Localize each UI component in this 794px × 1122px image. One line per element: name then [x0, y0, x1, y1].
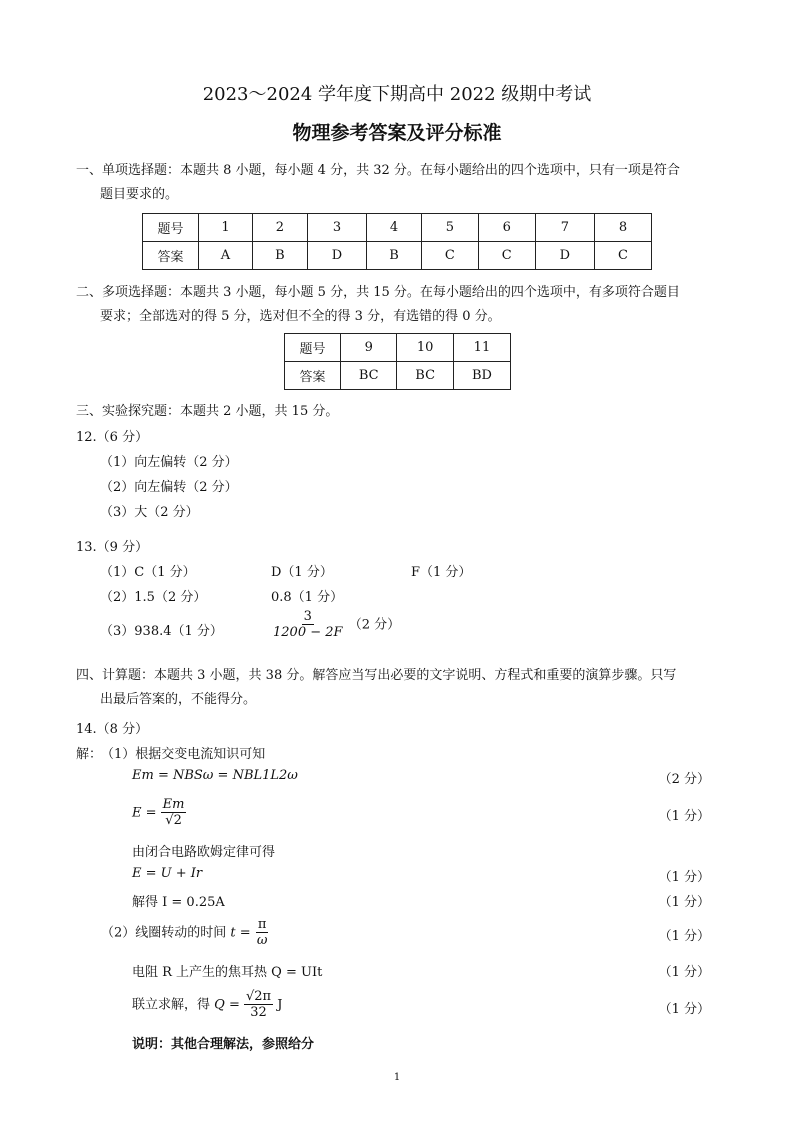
fraction-denominator: 1200 − 2F: [273, 625, 343, 640]
table-row: [285, 362, 511, 390]
section-2-line1: 二、多项选择题：本题共 3 小题，每小题 5 分，共 15 分。在每小题给出的四个选项中，有多项符合题目: [76, 285, 680, 300]
table-cell: BC: [341, 362, 397, 390]
q14-part1-intro: （1）根据交变电流知识可知: [101, 747, 266, 762]
table-cell: 3: [307, 214, 366, 242]
section-1-heading: [76, 159, 726, 207]
table-cell: 答案: [285, 362, 341, 390]
fraction-denominator: ω: [256, 933, 268, 948]
page-number: 1: [393, 1072, 401, 1083]
table-cell: 4: [367, 214, 422, 242]
equation-lhs: t =: [230, 925, 251, 941]
q12-item-3: （3）大（2 分）: [100, 505, 199, 520]
equation-lhs: E =: [132, 805, 157, 821]
q14-equation-emf-max: Em = NBSω = NBL1L2ω: [132, 768, 298, 783]
table-row: [285, 334, 511, 362]
table-cell: 9: [341, 334, 397, 362]
table-cell: B: [252, 242, 307, 270]
q13-answer-3a: （3）938.4（1 分）: [100, 624, 223, 639]
fraction-numerator: 3: [303, 609, 312, 624]
table-cell: 题号: [143, 214, 199, 242]
table-cell: BD: [453, 362, 510, 390]
table-cell: 题号: [285, 334, 341, 362]
page-subtitle: 物理参考答案及评分标准: [292, 122, 502, 144]
table-cell: 答案: [143, 242, 199, 270]
q13-answer-1a: （1）C（1 分）: [100, 565, 196, 580]
section-4-line2: 出最后答案的，不能得分。: [100, 692, 257, 707]
q13-answer-2a: （2）1.5（2 分）: [100, 590, 207, 605]
q14-joule-heat: 电阻 R 上产生的焦耳热 Q = UIt: [132, 965, 323, 980]
q12-item-1: （1）向左偏转（2 分）: [100, 455, 238, 470]
table-cell: 1: [199, 214, 253, 242]
section-2-line2: 要求；全部选对的得 5 分，选对但不全的得 3 分，有选错的得 0 分。: [100, 309, 501, 324]
fraction: [161, 797, 187, 829]
fraction: [255, 917, 270, 949]
table-cell: 10: [397, 334, 453, 362]
table-cell: B: [367, 242, 422, 270]
q13-answer-3-score: （2 分）: [348, 617, 401, 633]
table-cell: C: [421, 242, 478, 270]
fraction-numerator: √2π: [245, 989, 272, 1004]
q14-final-result: [132, 989, 282, 1021]
q14-score: （1 分）: [658, 965, 710, 980]
multi-choice-answer-table: [284, 333, 511, 390]
q12-header: 12.（6 分）: [76, 430, 149, 445]
q14-score: （1 分）: [658, 1002, 710, 1017]
section-2-heading: [76, 281, 726, 329]
unit-label: J: [277, 997, 283, 1013]
section-4-heading: [76, 664, 726, 712]
section-1-line1: 一、单项选择题：本题共 8 小题，每小题 4 分，共 32 分。在每小题给出的四个选项中，只有一项是符合: [76, 163, 680, 178]
q13-answer-2b: 0.8（1 分）: [271, 590, 344, 605]
table-cell: 5: [421, 214, 478, 242]
table-cell: 6: [478, 214, 535, 242]
equation-lhs: Q =: [214, 997, 240, 1013]
q14-score: （1 分）: [658, 870, 710, 885]
q14-final-text: 联立求解，得: [132, 997, 211, 1013]
fraction: [271, 609, 345, 641]
q14-result-current: 解得 I = 0.25A: [132, 895, 225, 910]
fraction-denominator: 32: [250, 1005, 267, 1020]
table-row: [143, 242, 652, 270]
table-row: [143, 214, 652, 242]
q14-header: 14.（8 分）: [76, 722, 149, 737]
section-4-line1: 四、计算题：本题共 3 小题，共 38 分。解答应当写出必要的文字说明、方程式和重要的演算步骤。只写: [76, 668, 677, 683]
table-cell: 7: [535, 214, 594, 242]
q14-part2-time: [101, 917, 269, 949]
table-cell: D: [307, 242, 366, 270]
fraction: [244, 989, 273, 1021]
q13-answer-3-formula: [271, 609, 400, 641]
table-cell: 8: [595, 214, 652, 242]
q14-score: （2 分）: [658, 772, 710, 787]
table-cell: 11: [453, 334, 510, 362]
q14-note: 说明：其他合理解法，参照给分: [132, 1037, 315, 1052]
fraction-numerator: π: [257, 917, 267, 932]
section-3-heading: 三、实验探究题：本题共 2 小题，共 15 分。: [76, 404, 339, 419]
table-cell: A: [199, 242, 253, 270]
table-cell: C: [595, 242, 652, 270]
q14-equation-circuit: E = U + Ir: [132, 866, 203, 881]
single-choice-answer-table: [142, 213, 652, 270]
q14-ohm-law-text: 由闭合电路欧姆定律可得: [132, 845, 276, 860]
q13-answer-1b: D（1 分）: [271, 565, 333, 580]
q14-score: （1 分）: [658, 929, 710, 944]
fraction-denominator: √2: [165, 813, 182, 828]
table-cell: D: [535, 242, 594, 270]
q14-part2-text: （2）线圈转动的时间: [101, 925, 227, 941]
q13-answer-1c: F（1 分）: [411, 565, 472, 580]
page-title: 2023～2024 学年度下期高中 2022 级期中考试: [202, 84, 592, 105]
q14-equation-emf-rms: [132, 797, 186, 829]
table-cell: BC: [397, 362, 453, 390]
q14-solve-label: 解：: [76, 747, 103, 762]
table-cell: 2: [252, 214, 307, 242]
q14-score: （1 分）: [658, 809, 710, 824]
q13-header: 13.（9 分）: [76, 540, 149, 555]
section-1-line2: 题目要求的。: [100, 187, 179, 202]
q14-score: （1 分）: [658, 895, 710, 910]
fraction-numerator: Em: [162, 797, 185, 812]
table-cell: C: [478, 242, 535, 270]
q12-item-2: （2）向左偏转（2 分）: [100, 480, 238, 495]
